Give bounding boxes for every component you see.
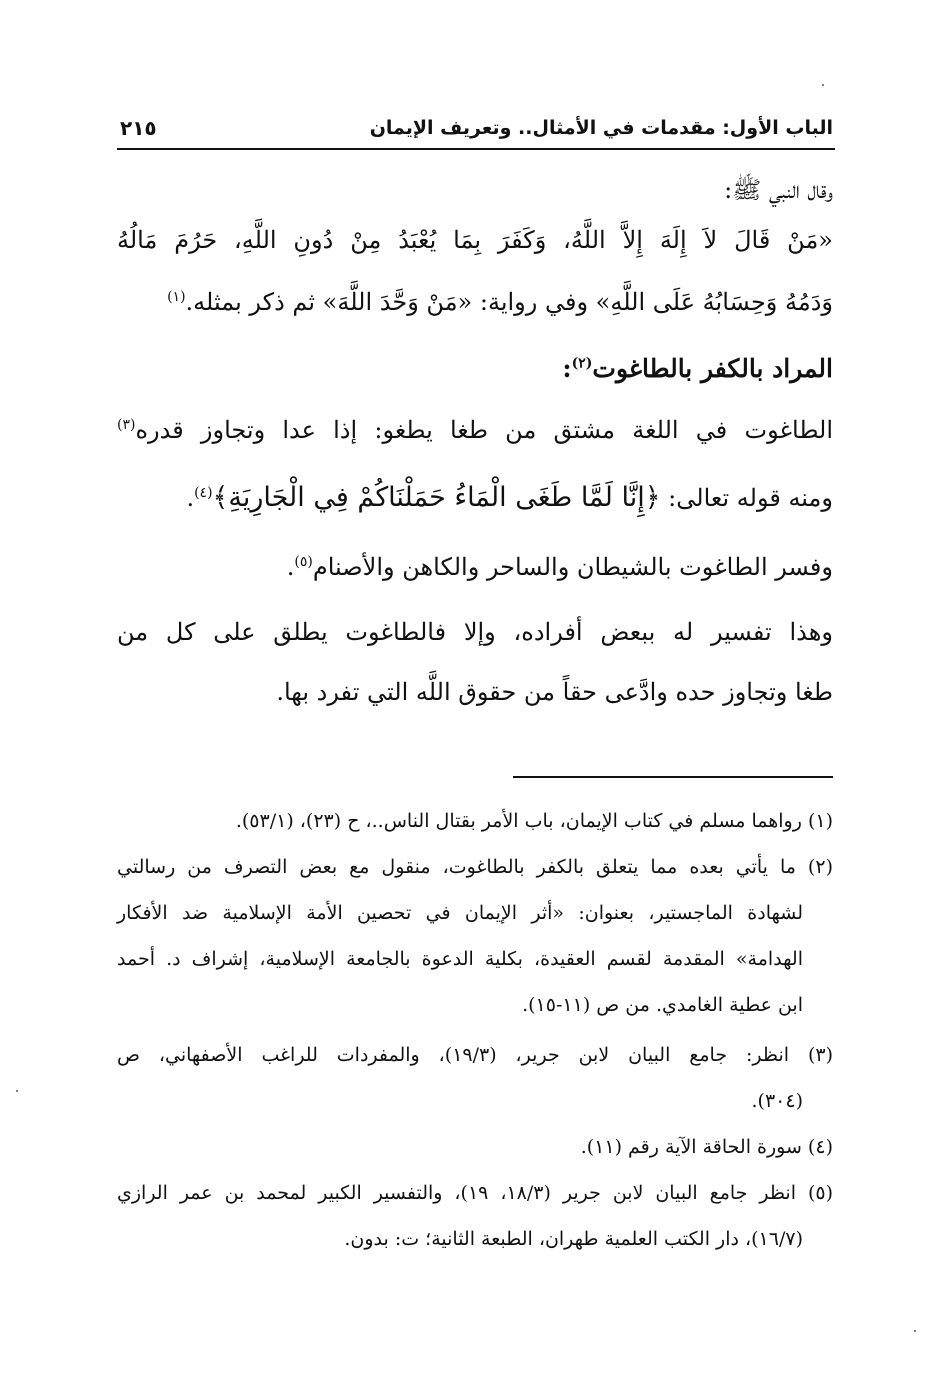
body-line-7-end: . — [286, 553, 295, 581]
footnote-5-line-2: (١٦/٧)، دار الكتب العلمية طهران، الطبعة الثانية؛ ت: بدون. — [344, 1228, 803, 1250]
body-line-8: وهذا تفسير له ببعض أفراده، وإلا فالطاغوت يطلق على كل من — [117, 618, 833, 646]
header-rule — [117, 148, 835, 150]
footnote-ref-2: (٢) — [571, 355, 593, 372]
footnote-2-line-4: ابن عطية الغامدي. من ص (١١-١٥). — [522, 994, 803, 1016]
section-heading — [117, 356, 833, 381]
footnote-2-line-1: (٢) ما يأتي بعده مما يتعلق بالكفر بالطاغوت، منقول مع بعض التصرف من رسالتي — [117, 856, 833, 878]
footnote-5-line-1: (٥) انظر جامع البيان لابن جرير (١٨/٣، ١٩)، والتفسير الكبير لمحمد بن عمر الرازي — [117, 1182, 834, 1204]
running-header — [120, 112, 833, 144]
footnote-3-line-1: (٣) انظر: جامع البيان لابن جرير، (١٩/٣)، والمفردات للراغب الأصفهاني، ص — [117, 1044, 833, 1066]
footnote-3-line-2: (٣٠٤). — [751, 1090, 803, 1112]
scan-speck — [914, 1330, 916, 1332]
chapter-title: الباب الأول: مقدمات في الأمثال.. وتعريف الإيمان — [369, 117, 833, 139]
body-line-6 — [117, 484, 833, 511]
section-heading-text: المراد بالكفر بالطاغوت — [592, 354, 833, 383]
hadith-line-1: «مَنْ قَالَ لاَ إِلَهَ إِلاَّ اللَّهُ، وَكَفَرَ بِمَا يُعْبَدُ مِنْ دُونِ اللَّهِ، حَرُمَ مَالُهُ — [117, 226, 833, 254]
hadith-line-2 — [117, 290, 833, 314]
body-line-1: وقال النبي ﷺ: — [724, 176, 833, 204]
page-number: ٢١٥ — [120, 116, 157, 140]
body-line-5-text: الطاغوت في اللغة مشتق من طغا يطغو: إذا عدا وتجاوز قدره — [135, 416, 833, 444]
footnote-ref-4: (٤) — [194, 485, 213, 501]
body-line-7 — [117, 555, 833, 579]
scan-speck — [822, 84, 824, 86]
footnote-separator — [513, 776, 833, 778]
section-heading-colon: : — [562, 354, 572, 383]
footnote-2-line-3: الهدامة» المقدمة لقسم العقيدة، بكلية الدعوة بالجامعة الإسلامية، إشراف د. أحمد — [117, 948, 803, 970]
body-line-6-end: . — [186, 484, 195, 512]
footnote-4: (٤) سورة الحاقة الآية رقم (١١). — [580, 1136, 833, 1158]
hadith-line-2-text: وَدَمُهُ وَحِسَابُهُ عَلَى اللَّهِ» وفي رواية: «مَنْ وَحَّدَ اللَّهَ» ثم ذكر بمثله. — [185, 288, 833, 316]
footnote-1: (١) رواهما مسلم في كتاب الإيمان، باب الأمر بقتال الناس..، ح (٢٣)، (٥٣/١). — [235, 810, 833, 832]
footnote-ref-3: (٣) — [117, 417, 136, 433]
body-line-9: طغا وتجاوز حده وادَّعى حقاً من حقوق اللَّه التي تفرد بها. — [276, 678, 833, 706]
body-line-6-prefix: ومنه قوله تعالى: — [660, 484, 833, 512]
quran-verse: ﴿إِنَّا لَمَّا طَغَى الْمَاءُ حَمَلْنَاكُمْ فِي الْجَارِيَةِ﴾ — [212, 482, 661, 513]
footnote-ref-5: (٥) — [294, 554, 313, 570]
scan-speck — [16, 1090, 18, 1092]
footnote-2-line-2: لشهادة الماجستير، بعنوان: «أثر الإيمان في تحصين الأمة الإسلامية ضد الأفكار — [117, 902, 803, 924]
footnote-ref-1: (١) — [167, 289, 186, 305]
body-line-7-text: وفسر الطاغوت بالشيطان والساحر والكاهن والأصنام — [312, 553, 833, 581]
body-line-5 — [117, 418, 833, 442]
